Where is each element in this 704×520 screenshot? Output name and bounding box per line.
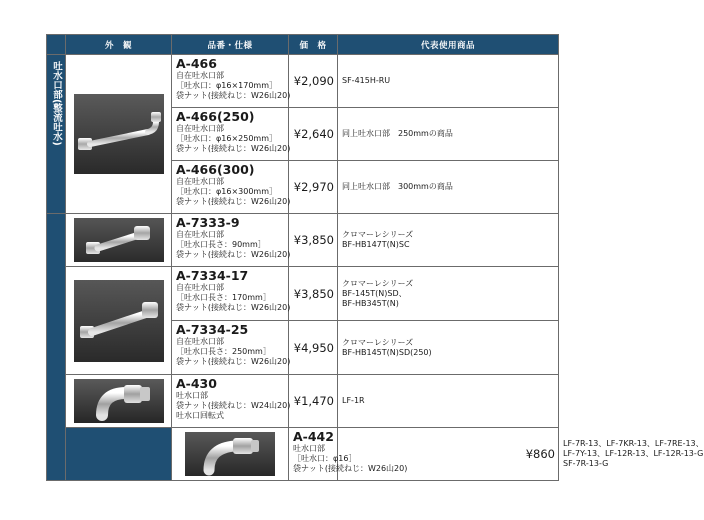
table-row: A-442 吐水口部 ［吐水口：φ16］ 袋ナット(接続ねじ：W26山20) ¥860 LF-7R-13、LF-7KR-13、LF-7RE-13、 LF-7Y-13、LF-12R-13、LF-12R-13-G SF-7R-13-G <box>47 428 559 481</box>
models-cell <box>338 321 559 375</box>
long-block-spout-image <box>74 280 164 362</box>
spec-line: ［吐水口長さ：250mm］ <box>176 347 271 356</box>
spec-line: 袋ナット(接続ねじ：W26山20) <box>176 357 291 366</box>
table-row <box>47 214 559 267</box>
header-models: 代表使用商品 <box>338 35 559 55</box>
spec-line: 自在吐水口部 <box>176 283 224 292</box>
models-cell <box>338 161 559 214</box>
model-line: BF-HB345T(N) <box>342 298 399 308</box>
short-swivel-spout-image <box>74 218 164 262</box>
model-line: LF-1R <box>342 396 365 405</box>
models-cell <box>338 55 559 108</box>
product-photo-cell <box>66 214 172 267</box>
spec-line: 吐水口回転式 <box>176 411 224 420</box>
product-photo-cell <box>66 267 172 375</box>
table-row <box>47 375 559 428</box>
section-cell-blank <box>66 428 172 481</box>
spec-line: ［吐水口：φ16］ <box>293 454 357 463</box>
table-row <box>47 55 559 108</box>
price-cell: ¥2,640 <box>289 108 338 161</box>
spec-cell <box>172 267 289 321</box>
spec-line: ［吐水口：φ16×170mm］ <box>176 81 278 90</box>
section-cell <box>47 55 66 214</box>
model-line: SF-415H-RU <box>342 76 391 85</box>
model-line: BF-HB145T(N)SD(250) <box>342 347 432 357</box>
spec-line: 吐水口部 <box>293 444 325 453</box>
rotating-spout-image <box>74 379 164 423</box>
models-cell <box>338 375 559 428</box>
curved-spout-image <box>185 432 275 476</box>
header-appearance: 外 観 <box>66 35 172 55</box>
product-code: A-466(250) <box>176 109 255 124</box>
model-line: 同上吐水口部 250mmの商品 <box>342 129 453 138</box>
spec-line: 吐水口部 <box>176 391 208 400</box>
spec-line: 自在吐水口部 <box>176 177 224 186</box>
section-label: 吐水口部(整流吐水) <box>51 61 62 146</box>
header-code-spec: 品番・仕様 <box>172 35 289 55</box>
product-code: A-7334-17 <box>176 268 249 283</box>
spec-line: 袋ナット(接続ねじ：W26山20) <box>293 464 408 473</box>
product-code: A-466(300) <box>176 162 255 177</box>
model-line: 同上吐水口部 300mmの商品 <box>342 182 453 191</box>
spec-line: ［吐水口：φ16×250mm］ <box>176 134 278 143</box>
model-line: BF-HB147T(N)SC <box>342 240 410 249</box>
spec-cell <box>289 428 408 481</box>
model-line: クロマーレシリーズ <box>342 278 414 288</box>
spec-line: ［吐水口：φ16×300mm］ <box>176 187 278 196</box>
spec-line: ［吐水口長さ：90mm］ <box>176 240 266 249</box>
spec-cell <box>172 214 289 267</box>
price-cell: ¥1,470 <box>289 375 338 428</box>
spec-cell <box>172 321 289 375</box>
product-code: A-442 <box>293 429 334 444</box>
table-row <box>47 267 559 321</box>
price-cell: ¥2,090 <box>289 55 338 108</box>
product-code: A-7333-9 <box>176 215 240 230</box>
price-cell: ¥860 <box>338 428 559 481</box>
model-line: クロマーレシリーズ <box>342 337 414 347</box>
price-cell: ¥3,850 <box>289 267 338 321</box>
spec-line: 袋ナット(接続ねじ：W26山20) <box>176 144 291 153</box>
header-price: 価 格 <box>289 35 338 55</box>
product-code: A-7334-25 <box>176 322 249 337</box>
spec-line: 袋ナット(接続ねじ：W26山20) <box>176 197 291 206</box>
spec-cell <box>172 161 289 214</box>
spec-line: 自在吐水口部 <box>176 124 224 133</box>
spec-line: 自在吐水口部 <box>176 71 224 80</box>
spec-line: ［吐水口長さ：170mm］ <box>176 293 271 302</box>
long-swivel-spout-image <box>74 94 164 174</box>
product-photo-cell <box>172 428 289 481</box>
models-cell <box>338 267 559 321</box>
model-line: クロマーレシリーズ <box>342 230 414 239</box>
spec-line: 自在吐水口部 <box>176 230 224 239</box>
spec-line: 袋ナット(接続ねじ：W26山20) <box>176 91 291 100</box>
models-cell <box>338 214 559 267</box>
parts-price-sheet <box>46 34 704 481</box>
models-cell <box>338 108 559 161</box>
section-cell-blank <box>47 214 66 481</box>
header-side <box>47 35 66 55</box>
product-photo-cell <box>66 55 172 214</box>
product-photo-cell <box>66 375 172 428</box>
price-cell: ¥2,970 <box>289 161 338 214</box>
spec-cell <box>172 375 289 428</box>
price-cell: ¥3,850 <box>289 214 338 267</box>
spec-line: 袋ナット(接続ねじ：W26山20) <box>176 303 291 312</box>
header-row <box>47 35 559 55</box>
parts-table <box>46 34 704 481</box>
spec-cell <box>172 108 289 161</box>
product-code: A-466 <box>176 56 217 71</box>
model-line: BF-145T(N)SD、 <box>342 288 407 298</box>
spec-line: 自在吐水口部 <box>176 337 224 346</box>
product-code: A-430 <box>176 376 217 391</box>
spec-cell <box>172 55 289 108</box>
spec-line: 袋ナット(接続ねじ：W24山20) <box>176 401 291 410</box>
spec-line: 袋ナット(接続ねじ：W26山20) <box>176 250 291 259</box>
price-cell: ¥4,950 <box>289 321 338 375</box>
